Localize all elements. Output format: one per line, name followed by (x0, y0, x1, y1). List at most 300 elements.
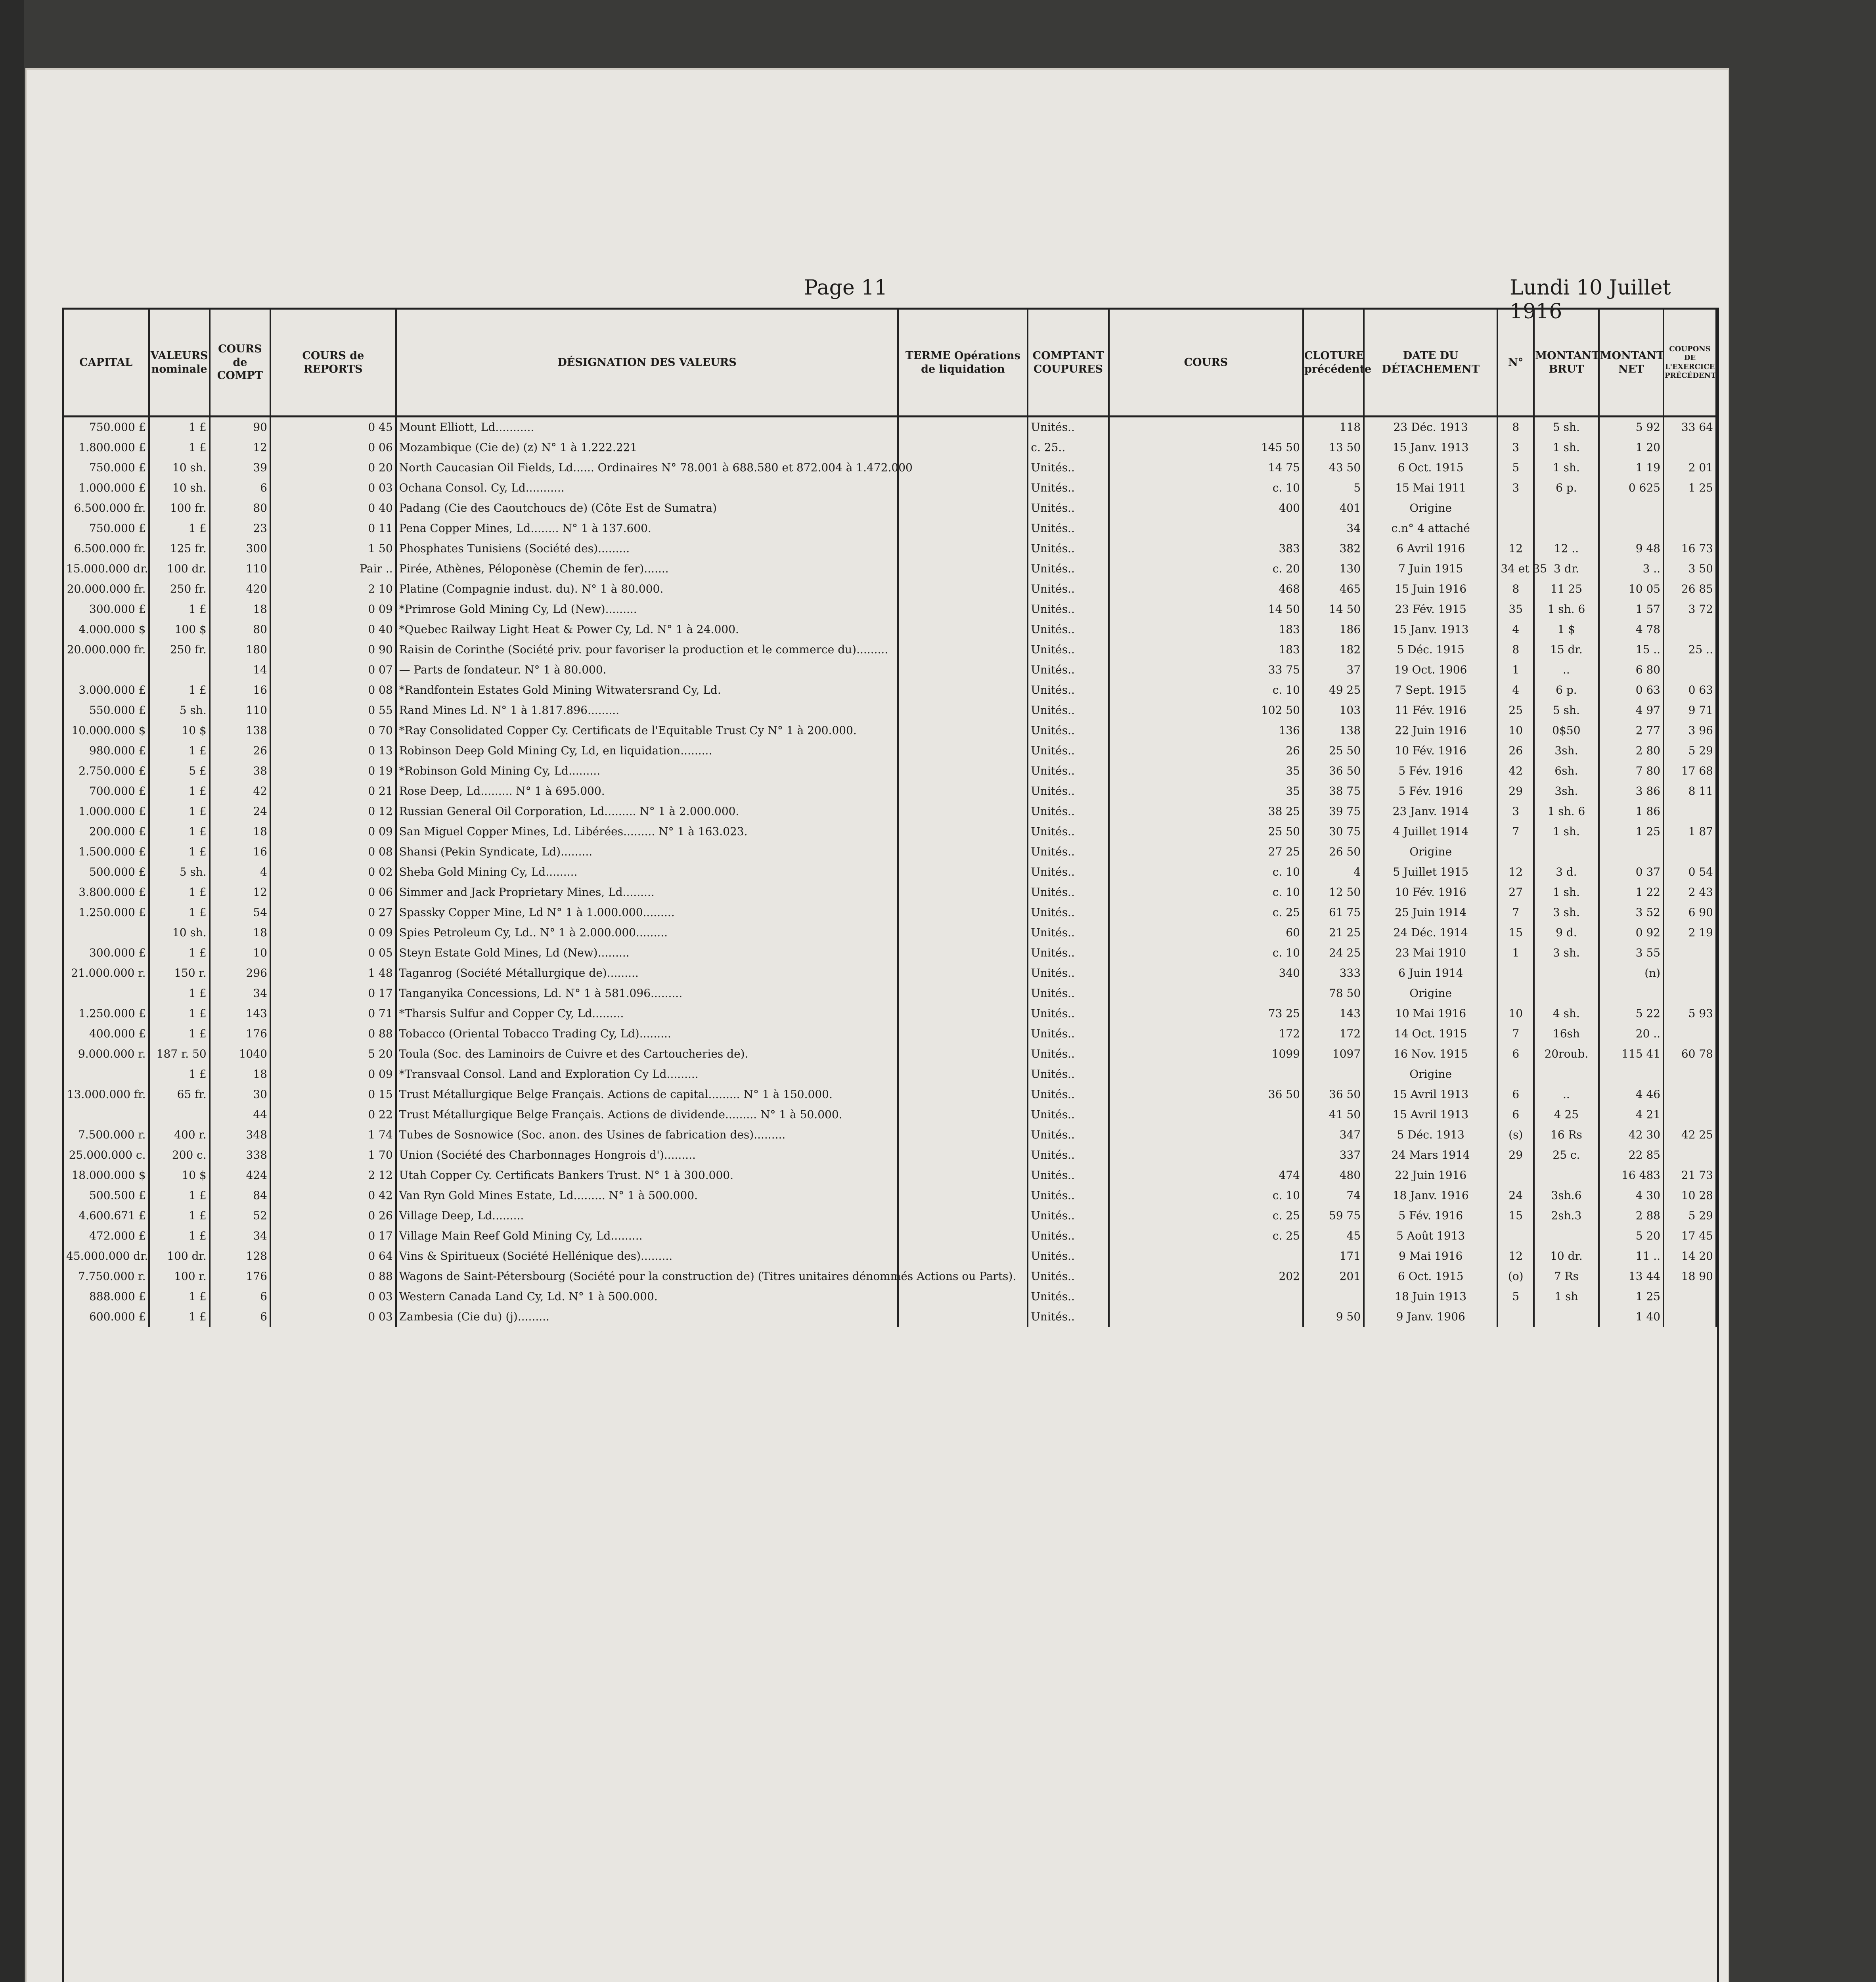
cell-net: 4 97 (1599, 700, 1664, 721)
cell-compt: 110 (210, 700, 270, 721)
cell-clot: 36 50 (1303, 761, 1364, 781)
table-row (64, 1125, 1716, 1145)
cell-capital: 750.000 £ (64, 518, 149, 539)
cell-capital: 21.000.000 r. (64, 963, 149, 983)
cell-nom: 1 £ (149, 802, 210, 822)
cell-brut: 6sh. (1534, 761, 1598, 781)
cell-rep: 2 10 (270, 579, 396, 599)
cell-rep: 0 03 (270, 1287, 396, 1307)
cell-date: 22 Juin 1916 (1364, 721, 1497, 741)
cell-clot: 49 25 (1303, 680, 1364, 700)
cell-capital: 1.500.000 £ (64, 842, 149, 862)
cell-net: 1 25 (1599, 822, 1664, 842)
cell-cours: 38 25 (1109, 802, 1303, 822)
cell-net: 5 92 (1599, 417, 1664, 438)
cell-clot: 382 (1303, 539, 1364, 559)
cell-cours: 474 (1109, 1165, 1303, 1186)
cell-clot: 37 (1303, 660, 1364, 680)
cell-cpn: Unités.. (1028, 721, 1108, 741)
cell-compt: 18 (210, 1064, 270, 1085)
table-row (64, 1226, 1716, 1246)
cell-terme (898, 1044, 1028, 1064)
cell-last: 17 68 (1664, 761, 1716, 781)
cell-date: 23 Mai 1910 (1364, 943, 1497, 963)
cell-brut: 3 sh. (1534, 943, 1598, 963)
cell-nom: 100 dr. (149, 559, 210, 579)
cell-brut: .. (1534, 1085, 1598, 1105)
cell-clot: 61 75 (1303, 903, 1364, 923)
cell-cours: c. 20 (1109, 559, 1303, 579)
cell-nom: 100 $ (149, 620, 210, 640)
cell-compt: 420 (210, 579, 270, 599)
table-row (64, 842, 1716, 862)
cell-rep: 0 40 (270, 498, 396, 518)
table-row (64, 802, 1716, 822)
cell-cpn: c. 25.. (1028, 438, 1108, 458)
cell-terme (898, 1287, 1028, 1307)
cell-terme (898, 1206, 1028, 1226)
cell-net: 3 55 (1599, 943, 1664, 963)
cell-no: 27 (1497, 882, 1534, 903)
cell-net: 5 22 (1599, 1004, 1664, 1024)
col-valeurs: VALEURS nominale (149, 310, 210, 417)
cell-des: Utah Copper Cy. Certificats Bankers Trust. N° 1 à 300.000. (396, 1165, 898, 1186)
cell-brut: 3sh. (1534, 781, 1598, 802)
cell-nom: 1 £ (149, 1004, 210, 1024)
cell-cpn: Unités.. (1028, 761, 1108, 781)
cell-no: 10 (1497, 1004, 1534, 1024)
cell-last (1664, 1085, 1716, 1105)
cell-clot: 78 50 (1303, 983, 1364, 1004)
cell-brut: 1 sh. 6 (1534, 599, 1598, 620)
cell-cours: c. 25 (1109, 903, 1303, 923)
cell-last: 26 85 (1664, 579, 1716, 599)
cell-compt: 296 (210, 963, 270, 983)
cell-capital: 550.000 £ (64, 700, 149, 721)
cell-compt: 4 (210, 862, 270, 882)
cell-nom: 1 £ (149, 943, 210, 963)
cell-capital: 1.000.000 £ (64, 478, 149, 498)
cell-rep: 0 26 (270, 1206, 396, 1226)
cell-cours: c. 25 (1109, 1206, 1303, 1226)
cell-date: 6 Oct. 1915 (1364, 458, 1497, 478)
cell-brut (1534, 1165, 1598, 1186)
cell-rep: 0 45 (270, 417, 396, 438)
cell-brut: 0$50 (1534, 721, 1598, 741)
cell-capital: 15.000.000 dr. (64, 559, 149, 579)
cell-cpn: Unités.. (1028, 1246, 1108, 1266)
cell-date: 25 Juin 1914 (1364, 903, 1497, 923)
cell-brut (1534, 963, 1598, 983)
cell-net: 2 88 (1599, 1206, 1664, 1226)
cell-terme (898, 700, 1028, 721)
cell-cpn: Unités.. (1028, 417, 1108, 438)
cell-capital: 1.000.000 £ (64, 802, 149, 822)
cell-clot: 401 (1303, 498, 1364, 518)
cell-des: Platine (Compagnie indust. du). N° 1 à 80.000. (396, 579, 898, 599)
cell-brut: 4 25 (1534, 1105, 1598, 1125)
cell-last: 1 25 (1664, 478, 1716, 498)
cell-compt: 128 (210, 1246, 270, 1266)
cell-clot: 1097 (1303, 1044, 1364, 1064)
cell-brut (1534, 1064, 1598, 1085)
cell-no: 12 (1497, 862, 1534, 882)
cell-nom: 250 fr. (149, 579, 210, 599)
cell-no: 5 (1497, 1287, 1534, 1307)
cell-rep: 0 13 (270, 741, 396, 761)
cell-cours (1109, 1064, 1303, 1085)
cell-net (1599, 498, 1664, 518)
cell-last: 60 78 (1664, 1044, 1716, 1064)
cell-terme (898, 1125, 1028, 1145)
cell-nom: 250 fr. (149, 640, 210, 660)
cell-rep: 0 27 (270, 903, 396, 923)
cell-nom: 400 r. (149, 1125, 210, 1145)
cell-last: 18 90 (1664, 1266, 1716, 1287)
cell-capital: 45.000.000 dr. (64, 1246, 149, 1266)
table-row (64, 882, 1716, 903)
cell-compt: 110 (210, 559, 270, 579)
col-cours-reports: COURS de REPORTS (270, 310, 396, 417)
cell-brut: 16sh (1534, 1024, 1598, 1044)
cell-brut: 6 p. (1534, 680, 1598, 700)
cell-cours: 14 75 (1109, 458, 1303, 478)
cell-compt: 24 (210, 802, 270, 822)
cell-date: 18 Juin 1913 (1364, 1287, 1497, 1307)
cell-cours: 102 50 (1109, 700, 1303, 721)
cell-rep: 0 22 (270, 1105, 396, 1125)
cell-rep: 0 19 (270, 761, 396, 781)
cell-capital: 700.000 £ (64, 781, 149, 802)
cell-des: Pena Copper Mines, Ld........ N° 1 à 137.600. (396, 518, 898, 539)
cell-terme (898, 1085, 1028, 1105)
cell-brut: 5 sh. (1534, 700, 1598, 721)
cell-compt: 54 (210, 903, 270, 923)
cell-cours: c. 10 (1109, 862, 1303, 882)
cell-capital: 6.500.000 fr. (64, 498, 149, 518)
cell-clot: 143 (1303, 1004, 1364, 1024)
cell-net: 20 .. (1599, 1024, 1664, 1044)
cell-rep: 1 48 (270, 963, 396, 983)
cell-cours: 202 (1109, 1266, 1303, 1287)
cell-no: 4 (1497, 680, 1534, 700)
cell-cours: 35 (1109, 761, 1303, 781)
cell-last: 0 63 (1664, 680, 1716, 700)
cell-brut (1534, 842, 1598, 862)
cell-terme (898, 680, 1028, 700)
cell-clot: 13 50 (1303, 438, 1364, 458)
cell-date: 5 Juillet 1915 (1364, 862, 1497, 882)
cell-cours: 36 50 (1109, 1085, 1303, 1105)
cell-des: *Primrose Gold Mining Cy, Ld (New)......... (396, 599, 898, 620)
col-designation: DÉSIGNATION DES VALEURS (396, 310, 898, 417)
cell-date: 15 Juin 1916 (1364, 579, 1497, 599)
col-coupures: COMPTANT COUPURES (1028, 310, 1108, 417)
cell-no: 34 et 35 (1497, 559, 1534, 579)
cell-nom: 1 £ (149, 983, 210, 1004)
cell-date: 10 Fév. 1916 (1364, 741, 1497, 761)
cell-cours (1109, 1125, 1303, 1145)
cell-cpn: Unités.. (1028, 1064, 1108, 1085)
cell-compt: 143 (210, 1004, 270, 1024)
cell-rep: 0 71 (270, 1004, 396, 1024)
cell-capital: 888.000 £ (64, 1287, 149, 1307)
cell-clot: 337 (1303, 1145, 1364, 1165)
cell-cpn: Unités.. (1028, 963, 1108, 983)
cell-rep: 0 88 (270, 1266, 396, 1287)
cell-nom: 100 fr. (149, 498, 210, 518)
cell-des: Mount Elliott, Ld........... (396, 417, 898, 438)
cell-cours: c. 10 (1109, 943, 1303, 963)
cell-clot: 14 50 (1303, 599, 1364, 620)
table-row (64, 1145, 1716, 1165)
cell-nom: 1 £ (149, 903, 210, 923)
cell-clot: 12 50 (1303, 882, 1364, 903)
cell-net: 4 46 (1599, 1085, 1664, 1105)
cell-brut: 7 Rs (1534, 1266, 1598, 1287)
table-row (64, 478, 1716, 498)
cell-cpn: Unités.. (1028, 498, 1108, 518)
cell-no: 6 (1497, 1044, 1534, 1064)
cell-des: Padang (Cie des Caoutchoucs de) (Côte Est de Sumatra) (396, 498, 898, 518)
cell-cpn: Unités.. (1028, 1165, 1108, 1186)
cell-rep: 5 20 (270, 1044, 396, 1064)
cell-cours: 73 25 (1109, 1004, 1303, 1024)
cell-net: 0 625 (1599, 478, 1664, 498)
cell-capital (64, 1105, 149, 1125)
cell-brut: 1 $ (1534, 620, 1598, 640)
cell-cours: 183 (1109, 620, 1303, 640)
cell-clot: 39 75 (1303, 802, 1364, 822)
cell-capital: 400.000 £ (64, 1024, 149, 1044)
cell-compt: 300 (210, 539, 270, 559)
table-row (64, 518, 1716, 539)
cell-no: 8 (1497, 417, 1534, 438)
cell-terme (898, 640, 1028, 660)
cell-last (1664, 943, 1716, 963)
cell-no: 8 (1497, 640, 1534, 660)
cell-des: Simmer and Jack Proprietary Mines, Ld......... (396, 882, 898, 903)
cell-cpn: Unités.. (1028, 1287, 1108, 1307)
cell-capital: 980.000 £ (64, 741, 149, 761)
col-cours-compt: COURS de COMPT (210, 310, 270, 417)
cell-date: 5 Août 1913 (1364, 1226, 1497, 1246)
cell-capital: 3.000.000 £ (64, 680, 149, 700)
cell-date: 6 Oct. 1915 (1364, 1266, 1497, 1287)
cell-cours: 400 (1109, 498, 1303, 518)
cell-terme (898, 741, 1028, 761)
cell-cours (1109, 1246, 1303, 1266)
col-cours: COURS (1109, 310, 1303, 417)
cell-terme (898, 862, 1028, 882)
cell-terme (898, 1064, 1028, 1085)
cell-rep: 0 21 (270, 781, 396, 802)
cell-rep: 0 09 (270, 822, 396, 842)
cell-des: Village Deep, Ld......... (396, 1206, 898, 1226)
cell-terme (898, 802, 1028, 822)
cell-cours: 26 (1109, 741, 1303, 761)
cell-cpn: Unités.. (1028, 943, 1108, 963)
cell-clot: 34 (1303, 518, 1364, 539)
cell-cpn: Unités.. (1028, 478, 1108, 498)
table-row (64, 498, 1716, 518)
cell-terme (898, 963, 1028, 983)
cell-clot: 480 (1303, 1165, 1364, 1186)
cell-date: 23 Fév. 1915 (1364, 599, 1497, 620)
cell-net: 1 57 (1599, 599, 1664, 620)
cell-last: 21 73 (1664, 1165, 1716, 1186)
cell-nom: 100 r. (149, 1266, 210, 1287)
cell-terme (898, 1307, 1028, 1327)
cell-terme (898, 458, 1028, 478)
cell-net: 15 .. (1599, 640, 1664, 660)
cell-cours: c. 10 (1109, 680, 1303, 700)
cell-cours: 27 25 (1109, 842, 1303, 862)
cell-rep: Pair .. (270, 559, 396, 579)
cell-clot: 130 (1303, 559, 1364, 579)
cell-terme (898, 903, 1028, 923)
cell-last: 17 45 (1664, 1226, 1716, 1246)
table-row (64, 417, 1716, 438)
cell-rep: 0 55 (270, 700, 396, 721)
table-row (64, 822, 1716, 842)
cell-date: 16 Nov. 1915 (1364, 1044, 1497, 1064)
cell-des: *Ray Consolidated Copper Cy. Certificats de l'Equitable Trust Cy N° 1 à 200.000. (396, 721, 898, 741)
cell-cpn: Unités.. (1028, 983, 1108, 1004)
cell-date: 10 Mai 1916 (1364, 1004, 1497, 1024)
cell-nom: 200 c. (149, 1145, 210, 1165)
cell-last (1664, 1064, 1716, 1085)
table-row (64, 862, 1716, 882)
cell-compt: 18 (210, 599, 270, 620)
cell-compt: 34 (210, 1226, 270, 1246)
cell-rep: 0 03 (270, 1307, 396, 1327)
cell-terme (898, 1105, 1028, 1125)
cell-net: 1 25 (1599, 1287, 1664, 1307)
cell-cpn: Unités.. (1028, 559, 1108, 579)
col-terme: TERME Opérations de liquidation (898, 310, 1028, 417)
table-row (64, 1266, 1716, 1287)
cell-cpn: Unités.. (1028, 1206, 1108, 1226)
col-capital: CAPITAL (64, 310, 149, 417)
cell-no: 42 (1497, 761, 1534, 781)
cell-cours (1109, 417, 1303, 438)
cell-terme (898, 761, 1028, 781)
cell-des: Raisin de Corinthe (Société priv. pour favoriser la production et le commerce du)......... (396, 640, 898, 660)
table-row (64, 761, 1716, 781)
cell-last: 16 73 (1664, 539, 1716, 559)
cell-clot: 26 50 (1303, 842, 1364, 862)
cell-no: 8 (1497, 579, 1534, 599)
cell-cpn: Unités.. (1028, 1186, 1108, 1206)
cell-clot: 41 50 (1303, 1105, 1364, 1125)
cell-capital: 20.000.000 fr. (64, 640, 149, 660)
cell-compt: 80 (210, 620, 270, 640)
cell-last: 2 43 (1664, 882, 1716, 903)
cell-des: — Parts de fondateur. N° 1 à 80.000. (396, 660, 898, 680)
cell-rep: 0 06 (270, 438, 396, 458)
cell-terme (898, 559, 1028, 579)
cell-last: 9 71 (1664, 700, 1716, 721)
cell-net: 10 05 (1599, 579, 1664, 599)
cell-terme (898, 1165, 1028, 1186)
cell-cours: 383 (1109, 539, 1303, 559)
cell-nom: 1 £ (149, 1226, 210, 1246)
cell-no: (s) (1497, 1125, 1534, 1145)
cell-clot: 9 50 (1303, 1307, 1364, 1327)
cell-cours (1109, 1307, 1303, 1327)
cell-clot: 172 (1303, 1024, 1364, 1044)
cell-cours: c. 25 (1109, 1226, 1303, 1246)
cell-nom: 1 £ (149, 518, 210, 539)
cell-date: Origine (1364, 1064, 1497, 1085)
cell-last: 8 11 (1664, 781, 1716, 802)
cell-no: 1 (1497, 943, 1534, 963)
cell-nom: 1 £ (149, 1206, 210, 1226)
cell-cpn: Unités.. (1028, 640, 1108, 660)
cell-no: (o) (1497, 1266, 1534, 1287)
cell-date: 5 Fév. 1916 (1364, 761, 1497, 781)
cell-brut (1534, 518, 1598, 539)
cell-compt: 6 (210, 478, 270, 498)
cell-terme (898, 539, 1028, 559)
cell-compt: 16 (210, 680, 270, 700)
cell-clot: 138 (1303, 721, 1364, 741)
quotes-body (64, 417, 1716, 1328)
cell-last (1664, 498, 1716, 518)
cell-rep: 2 12 (270, 1165, 396, 1186)
cell-net: 1 20 (1599, 438, 1664, 458)
cell-nom: 5 sh. (149, 700, 210, 721)
cell-brut (1534, 1307, 1598, 1327)
cell-nom: 10 $ (149, 721, 210, 741)
cell-no: 25 (1497, 700, 1534, 721)
cell-capital: 4.600.671 £ (64, 1206, 149, 1226)
cell-clot: 24 25 (1303, 943, 1364, 963)
cell-des: *Quebec Railway Light Heat & Power Cy, Ld. N° 1 à 24.000. (396, 620, 898, 640)
col-coupons-net: MONTANT NET (1599, 310, 1664, 417)
cell-nom: 1 £ (149, 1024, 210, 1044)
cell-capital: 500.000 £ (64, 862, 149, 882)
cell-terme (898, 1145, 1028, 1165)
cell-cpn: Unités.. (1028, 923, 1108, 943)
cell-no: 7 (1497, 1024, 1534, 1044)
cell-capital: 2.750.000 £ (64, 761, 149, 781)
cell-compt: 16 (210, 842, 270, 862)
cell-nom: 5 £ (149, 761, 210, 781)
cell-terme (898, 1226, 1028, 1246)
cell-nom (149, 1105, 210, 1125)
cell-net: 22 85 (1599, 1145, 1664, 1165)
cell-net (1599, 1064, 1664, 1085)
cell-net: 1 86 (1599, 802, 1664, 822)
cell-rep: 0 05 (270, 943, 396, 963)
cell-date: Origine (1364, 498, 1497, 518)
cell-brut: 4 sh. (1534, 1004, 1598, 1024)
cell-last: 5 29 (1664, 741, 1716, 761)
cell-cpn: Unités.. (1028, 680, 1108, 700)
cell-rep: 0 70 (270, 721, 396, 741)
cell-capital (64, 923, 149, 943)
cell-terme (898, 842, 1028, 862)
cell-terme (898, 660, 1028, 680)
cell-net: 7 80 (1599, 761, 1664, 781)
cell-capital: 1.250.000 £ (64, 1004, 149, 1024)
cell-terme (898, 983, 1028, 1004)
cell-compt: 348 (210, 1125, 270, 1145)
cell-no: 5 (1497, 458, 1534, 478)
cell-no: 35 (1497, 599, 1534, 620)
